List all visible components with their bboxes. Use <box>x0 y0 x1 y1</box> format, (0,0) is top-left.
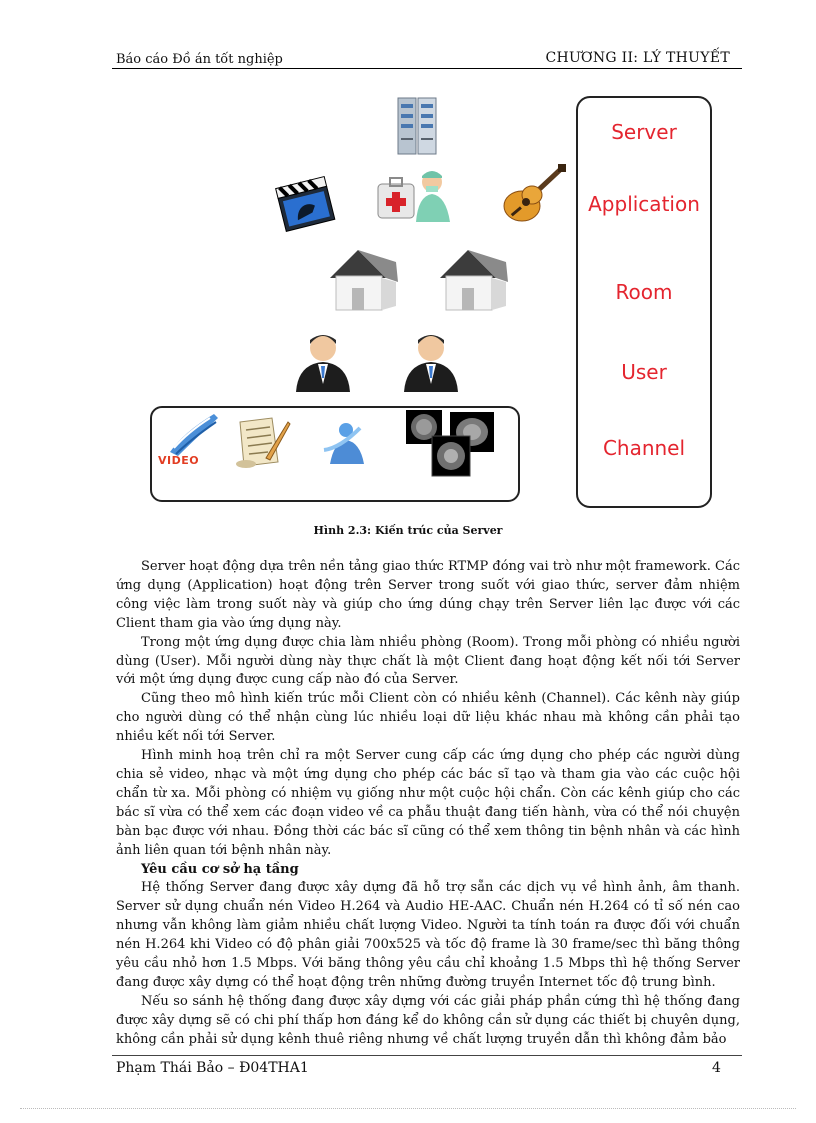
header-title: Báo cáo Đồ án tốt nghiệp <box>116 52 283 67</box>
page-number: 4 <box>712 1060 721 1076</box>
user-avatar-icon <box>292 330 354 394</box>
server-rack-icon <box>394 94 442 158</box>
room-house-icon <box>436 244 512 316</box>
movie-clapper-icon <box>274 174 336 232</box>
layer-labels-box <box>576 96 712 508</box>
layer-label-user: User <box>621 360 667 384</box>
page-bottom-dotted-rule <box>20 1108 796 1109</box>
medical-doctor-icon <box>374 164 454 228</box>
paragraph: Hình minh hoạ trên chỉ ra một Server cung cấp các ứng dụng cho phép các người dùng chia sẻ video, nhạc và một ứng dụng cho phép các bác sĩ tạo và tham gia vào các cuộc hội chẩn từ xa. Mỗi phòng có nhiệm vụ giống như một cuộc hội chẩn. Còn các kênh giúp cho các bác sĩ vừa có thể xem các đoạn video về ca phẫu thuật đang tiến hành, vừa có thể nói chuyện bàn bạc được với nhau. Đồng thời các bác sĩ cũng có thể xem thông tin bệnh nhân và các hình ảnh liên quan tới bệnh nhân này. <box>116 748 740 858</box>
guitar-icon <box>500 162 570 228</box>
paragraph: Hệ thống Server đang được xây dựng đã hỗ trợ sẵn các dịch vụ về hình ảnh, âm thanh. Server sử dụng chuẩn nén Video H.264 và Audio HE-AAC. Chuẩn nén H.264 có tỉ số nén cao nhưng vẫn không làm giảm nhiều chất lượng Video. Người ta tính toán ra được đối với chuẩn nén H.264 khi Video có độ phân giải 700x525 và tốc độ frame là 30 frame/sec thì băng thông yêu cầu nhỏ hơn 1.5 Mbps. Với băng thông yêu cầu chỉ khoảng 1.5 Mbps thì hệ thống Server đang được xây dựng có thể hoạt động trên những đường truyền Internet tốc độ trung bình. <box>116 880 740 990</box>
layer-label-server: Server <box>611 120 677 144</box>
medical-scan-images-icon <box>404 408 500 478</box>
layer-label-room: Room <box>615 280 673 304</box>
layer-label-application: Application <box>588 192 700 216</box>
room-house-icon <box>326 244 402 316</box>
section-heading: Yêu cầu cơ sở hạ tầng <box>141 861 299 877</box>
paragraph: Cũng theo mô hình kiến trúc mỗi Client còn có nhiều kênh (Channel). Các kênh này giúp cho người dùng có thể nhận cùng lúc nhiều loại dữ liệu khác nhau mà không cần phải tạo nhiều kết nối tới Server. <box>116 691 740 745</box>
figure-caption: Hình 2.3: Kiến trúc của Server <box>313 524 503 537</box>
footer-author: Phạm Thái Bảo – Đ04THA1 <box>116 1060 309 1076</box>
layer-label-channel: Channel <box>602 436 686 460</box>
paragraph: Trong một ứng dụng được chia làm nhiều phòng (Room). Trong mỗi phòng có nhiều người dùng (User). Mỗi người dùng này thực chất là một Client đang hoạt động kết nối tới Server với một ứng dụng được cung cấp nào đó của Server. <box>116 634 740 688</box>
header-rule <box>112 68 742 69</box>
messenger-icon <box>320 420 368 470</box>
document-quill-icon <box>232 414 292 470</box>
video-label: VIDEO <box>158 454 200 467</box>
footer-rule <box>112 1055 742 1056</box>
body-text <box>116 558 740 1050</box>
chapter-title: CHƯƠNG II: LÝ THUYẾT <box>545 50 730 66</box>
server-architecture-figure <box>140 90 730 520</box>
user-avatar-icon <box>400 330 462 394</box>
paragraph: Nếu so sánh hệ thống đang được xây dựng với các giải pháp phần cứng thì hệ thống đang được xây dựng sẽ có chi phí thấp hơn đáng kể do không cần sử dụng các thiết bị chuyên dụng, không cần phải sử dụng kênh thuê riêng nhưng về chất lượng truyền dẫn thì không đảm bảo <box>116 993 740 1047</box>
video-icon <box>164 412 220 456</box>
paragraph: Server hoạt động dựa trên nền tảng giao thức RTMP đóng vai trò như một framework. Các ứng dụng (Application) hoạt động trên Server trong suốt với giao thức, server đảm nhiệm công việc làm trong suốt này và giúp cho ứng dúng chạy trên Server liên lạc được với các Client tham gia vào ứng dụng này. <box>116 559 740 631</box>
